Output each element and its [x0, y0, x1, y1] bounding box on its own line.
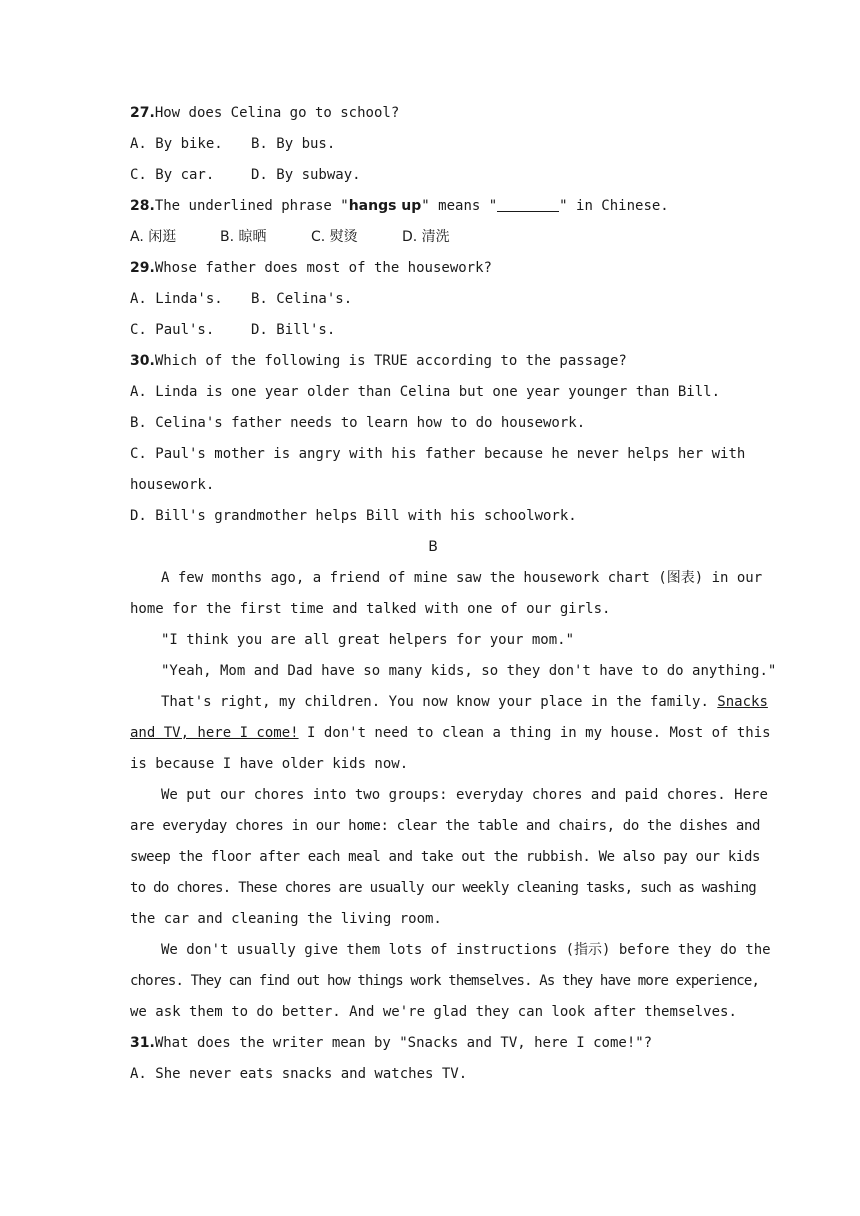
option-a: A. Linda is one year older than Celina but one year younger than Bill.: [130, 384, 721, 400]
bold-phrase: hangs up: [348, 198, 422, 214]
question-number: 31.: [130, 1035, 155, 1051]
paragraph-4-line-2: [130, 718, 771, 749]
paragraph-5-line-1: We put our chores into two groups: everyday chores and paid chores. Here: [161, 787, 768, 803]
option-c: C. Paul's.: [130, 322, 215, 338]
option-b: B. By bus.: [251, 136, 336, 152]
paragraph-5-line-3: sweep the floor after each meal and take out the rubbish. We also pay our kids: [130, 849, 761, 865]
options-row: [130, 222, 736, 253]
option-c: C. 熨烫: [311, 229, 358, 245]
question-text: How does Celina go to school?: [154, 105, 400, 121]
paragraph-5-line-4: to do chores. These chores are usually our weekly cleaning tasks, such as washing: [130, 880, 757, 896]
option-d: D. 清洗: [402, 229, 450, 245]
paragraph-5-line-5: the car and cleaning the living room.: [130, 911, 442, 927]
underlined-phrase: Snacks: [717, 694, 768, 710]
option-a: A. By bike.: [130, 136, 223, 152]
question-text-mid: " means ": [421, 198, 498, 214]
paragraph-5-line-2: are everyday chores in our home: clear the table and chairs, do the dishes and: [130, 818, 761, 834]
option-c-line-1: C. Paul's mother is angry with his father because he never helps her with: [130, 446, 746, 462]
question-number: 29.: [130, 260, 155, 276]
question-28: [130, 191, 736, 222]
option-d: D. By subway.: [251, 167, 361, 183]
question-number: 27.: [130, 105, 155, 121]
question-text-post: " in Chinese.: [559, 198, 669, 214]
document-page: [130, 98, 777, 1090]
options-row: [130, 129, 736, 160]
question-number: 28.: [130, 198, 155, 214]
options-row: [130, 315, 736, 346]
question-29: [130, 253, 736, 284]
question-text: What does the writer mean by "Snacks and TV, here I come!"?: [154, 1035, 653, 1051]
option-d: D. Bill's.: [251, 322, 336, 338]
question-text: Which of the following is TRUE according to the passage?: [154, 353, 627, 369]
paragraph-2: "I think you are all great helpers for your mom.": [161, 632, 575, 648]
underlined-phrase: and TV, here I come!: [130, 725, 299, 741]
answer-blank: [497, 195, 559, 212]
options-row: [130, 284, 736, 315]
paragraph-6-line-2: chores. They can find out how things work themselves. As they have more experience,: [130, 973, 760, 989]
paragraph-6-line-3: we ask them to do better. And we're glad they can look after themselves.: [130, 1004, 737, 1020]
question-30: [130, 346, 736, 377]
option-b: B. 晾晒: [220, 229, 267, 245]
question-31: [130, 1028, 736, 1059]
paragraph-4-line-1: [130, 687, 768, 718]
paragraph-4-line-3: is because I have older kids now.: [130, 756, 409, 772]
option-b: B. Celina's father needs to learn how to do housework.: [130, 415, 586, 431]
option-d: D. Bill's grandmother helps Bill with his schoolwork.: [130, 508, 577, 524]
paragraph-3: "Yeah, Mom and Dad have so many kids, so they don't have to do anything.": [161, 663, 777, 679]
paragraph-text: I don't need to clean a thing in my house. Most of this: [298, 725, 771, 741]
paragraph-text: That's right, my children. You now know your place in the family.: [161, 694, 718, 710]
option-b: B. Celina's.: [251, 291, 353, 307]
question-text: Whose father does most of the housework?: [154, 260, 492, 276]
section-heading: B: [428, 539, 438, 555]
options-row: [130, 160, 736, 191]
paragraph-1-line-2: home for the first time and talked with one of our girls.: [130, 601, 611, 617]
option-a: A. 闲逛: [130, 229, 177, 245]
option-a: A. Linda's.: [130, 291, 223, 307]
paragraph-6-line-1: We don't usually give them lots of instructions (指示) before they do the: [161, 942, 771, 958]
option-c: C. By car.: [130, 167, 215, 183]
question-text-pre: The underlined phrase ": [154, 198, 349, 214]
option-a: A. She never eats snacks and watches TV.: [130, 1066, 468, 1082]
question-27: [130, 98, 736, 129]
option-c-line-2: housework.: [130, 477, 215, 493]
question-number: 30.: [130, 353, 155, 369]
paragraph-1-line-1: A few months ago, a friend of mine saw the housework chart (图表) in our: [161, 570, 763, 586]
